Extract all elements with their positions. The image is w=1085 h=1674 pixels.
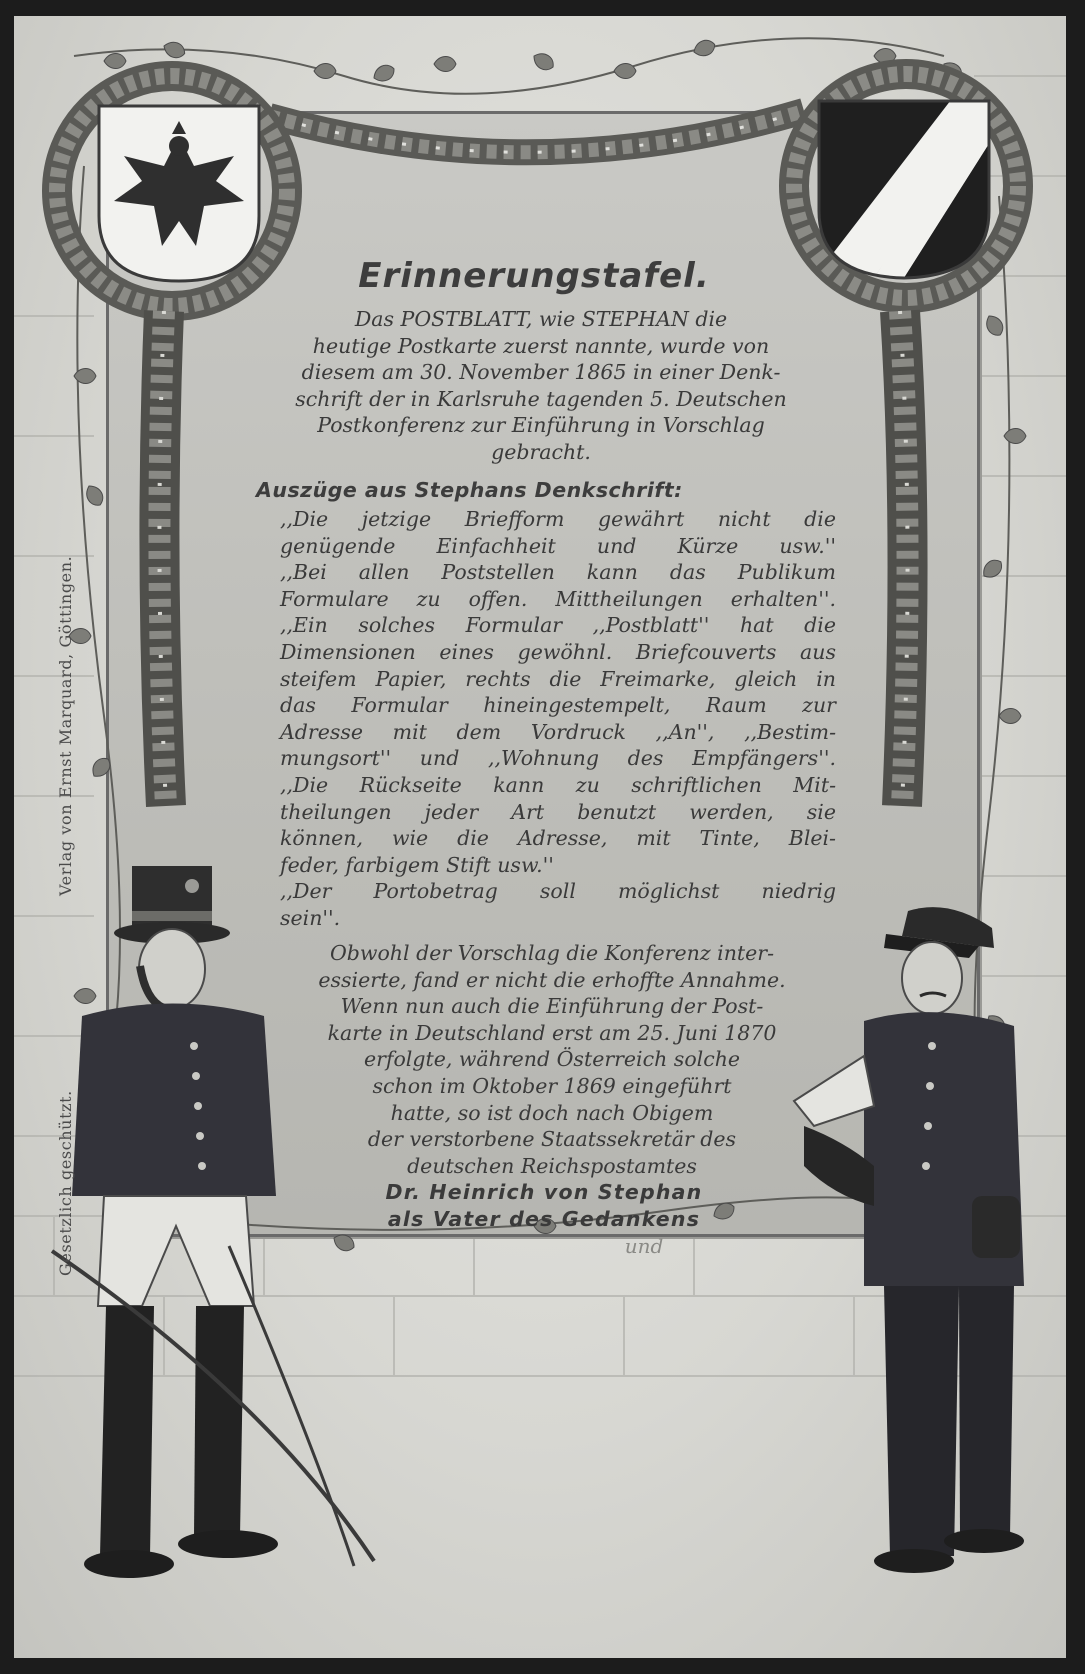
quote-line: Formulare zu offen. Mittheilungen erhalten''. bbox=[280, 586, 836, 611]
intro-paragraph bbox=[250, 306, 832, 466]
quote-line: sein''. bbox=[280, 905, 341, 930]
signature-line: als Vater des Gedankens bbox=[387, 1206, 701, 1231]
quote-line: Adresse mit dem Vordruck ,,An'', ,,Bestim- bbox=[280, 719, 836, 744]
closing-line: erfolgte, während Österreich solche bbox=[363, 1047, 741, 1072]
intro-line: diesem am 30. November 1865 in einer Denk- bbox=[301, 360, 781, 385]
intro-line: Postkonferenz zur Einführung in Vorschlag bbox=[317, 413, 765, 438]
plaque-title: Erinnerungstafel. bbox=[358, 256, 710, 296]
publisher-imprint: Verlag von Ernst Marquard, Göttingen. bbox=[56, 555, 75, 896]
copyright-notice: Gesetzlich geschützt. bbox=[56, 1090, 75, 1276]
quote-line: steifem Papier, rechts die Freimarke, gleich in bbox=[280, 666, 836, 691]
closing-line: Obwohl der Vorschlag die Konferenz inter- bbox=[329, 941, 774, 965]
quote-line: können, wie die Adresse, mit Tinte, Blei- bbox=[280, 826, 836, 851]
striped-shield bbox=[814, 86, 994, 286]
quote-line: Dimensionen eines gewöhnl. Briefcouverts aus bbox=[280, 639, 836, 664]
garland bbox=[269, 111, 804, 152]
quote-line: ,,Bei allen Poststellen kann das Publikum bbox=[280, 560, 836, 585]
intro-line: heutige Postkarte zuerst nannte, wurde von bbox=[312, 333, 770, 358]
quote-line: das Formular hineingestempelt, Raum zur bbox=[280, 693, 836, 718]
postcard bbox=[14, 16, 1066, 1658]
closing-line: karte in Deutschland erst am 25. Juni 1870 bbox=[327, 1020, 777, 1045]
faded-tail-text: und bbox=[624, 1234, 664, 1258]
intro-line: schrift der in Karlsruhe tagenden 5. Deutschen bbox=[295, 386, 787, 411]
quote-line: genügende Einfachheit und Kürze usw.'' bbox=[280, 533, 836, 558]
quote-line: ,,Der Portobetrag soll möglichst niedrig bbox=[280, 879, 836, 904]
closing-line: schon im Oktober 1869 eingeführt bbox=[372, 1073, 732, 1098]
intro-line: Das POSTBLATT, wie STEPHAN die bbox=[354, 307, 728, 331]
closing-line: deutschen Reichspostamtes bbox=[407, 1153, 697, 1178]
signature-line: Dr. Heinrich von Stephan bbox=[385, 1180, 703, 1204]
quote-line: theilungen jeder Art benutzt werden, sie bbox=[280, 799, 836, 824]
closing-line: der verstorbene Staatssekretär des bbox=[367, 1127, 737, 1152]
quote-line: ,,Ein solches Formular ,,Postblatt'' hat die bbox=[280, 613, 836, 638]
intro-line: gebracht. bbox=[491, 439, 591, 464]
quote-line: ,,Die Rückseite kann zu schriftlichen Mit- bbox=[280, 772, 836, 797]
closing-line: Wenn nun auch die Einführung der Post- bbox=[340, 994, 764, 1019]
excerpt-quotes bbox=[280, 506, 836, 932]
excerpts-heading: Auszüge aus Stephans Denkschrift: bbox=[256, 478, 683, 502]
closing-line: essierte, fand er nicht die erhoffte Annahme. bbox=[318, 967, 786, 992]
right-laurel-tassel bbox=[900, 311, 908, 806]
quote-line: ,,Die jetzige Briefform gewährt nicht die bbox=[280, 507, 836, 531]
left-laurel-tassel bbox=[159, 311, 166, 806]
closing-paragraph bbox=[252, 940, 852, 1179]
quote-line: feder, farbigem Stift usw.'' bbox=[280, 852, 554, 877]
closing-line: hatte, so ist doch nach Obigem bbox=[390, 1100, 714, 1125]
quote-line: mungsort'' und ,,Wohnung des Empfängers''. bbox=[280, 746, 836, 771]
signature-block bbox=[314, 1179, 774, 1232]
eagle-shield bbox=[99, 106, 259, 281]
